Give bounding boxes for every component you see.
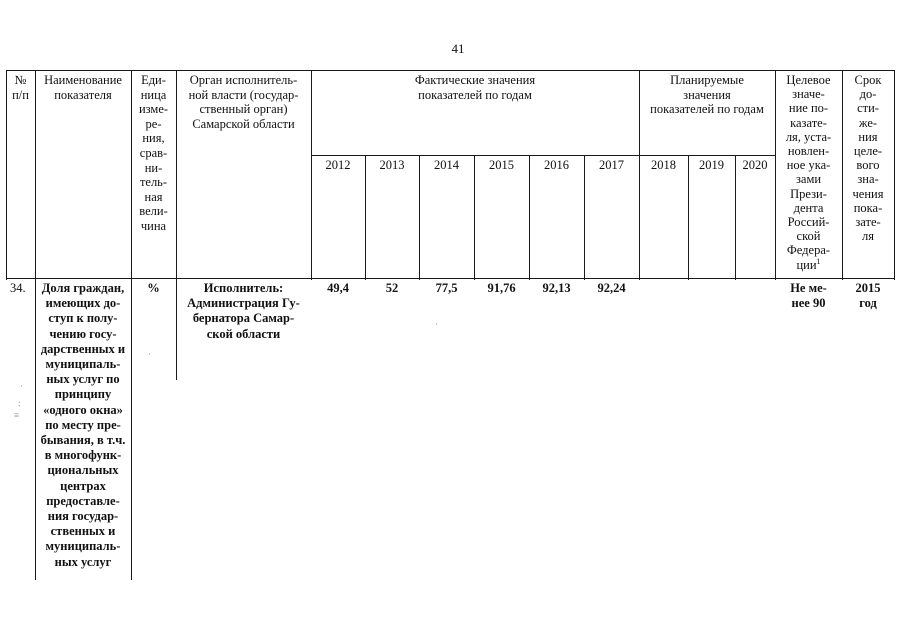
row-target-value: Не ме- нее 90 [790, 281, 827, 310]
scan-speck: ≡ [14, 410, 20, 420]
col-border [735, 155, 736, 280]
year-header: 2012 [325, 158, 351, 172]
row-unit: % [147, 281, 160, 295]
header-planned-values: Планируемые значения показателей по годам [650, 73, 764, 117]
value-2014: 77,5 [435, 281, 458, 295]
header-num: № п/п [12, 73, 29, 102]
header-actual-values: Фактические значения показателей по годам [414, 73, 536, 102]
value-2016: 92,13 [542, 281, 571, 295]
footnote-mark: 1 [816, 256, 821, 266]
col-border [419, 155, 420, 280]
header-bottom-border [6, 278, 895, 279]
year-header: 2014 [434, 158, 459, 172]
header-unit: Еди- ница изме- ре- ния, срав- ни- тель- ная вели- чина [138, 73, 169, 233]
years-divider-line [311, 155, 775, 156]
year-header: 2019 [699, 158, 724, 172]
year-header: 2016 [544, 158, 569, 172]
year-header: 2015 [489, 158, 514, 172]
value-2012: 49,4 [327, 281, 349, 295]
header-organ: Орган исполнитель- ной власти (государ- ственный орган) Самарской области [188, 73, 299, 131]
col-border [584, 155, 585, 280]
scan-speck: · [20, 381, 23, 391]
value-2013: 52 [385, 281, 399, 295]
year-header: 2013 [379, 158, 405, 172]
row-indicator-name: Доля граждан, имеющих до- ступ к полу- чению госу- дарственных и муниципаль- ных услуг по принципу «одного окна» по месту пре- бывания, в т.ч. в многофунк- циональных центрах предоставле- ния государ- ственных и муниципаль- ных услуг [40, 281, 126, 569]
row-deadline: 2015 год [855, 281, 881, 310]
year-header: 2020 [742, 158, 768, 172]
row-num: 34. [10, 281, 26, 295]
year-header: 2018 [651, 158, 676, 172]
col-border [529, 155, 530, 280]
scan-speck: : [18, 398, 21, 408]
value-2017: 92,24 [597, 281, 626, 295]
col-border [365, 155, 366, 280]
header-target-value: Целевое значе- ние по- казате- ля, уста- новлен- ное ука- зами Прези- дента Россий- ской Федера- ции$^1$ [785, 73, 832, 272]
header-name: Наименование показателя [44, 73, 122, 102]
row-organ: Исполнитель: Администрация Гу- бернатора Самар- ской области [187, 281, 300, 341]
col-border [894, 70, 895, 280]
col-border [474, 155, 475, 280]
header-deadline: Срок до- сти- же- ния целе- вого зна- чения пока- зате- ля [852, 73, 884, 244]
table-top-border [6, 70, 895, 71]
year-header: 2017 [599, 158, 624, 172]
col-border [688, 155, 689, 280]
scan-speck: · [148, 349, 151, 359]
scan-speck: · [435, 319, 438, 329]
value-2015: 91,76 [487, 281, 516, 295]
page-number: 41 [451, 41, 465, 56]
